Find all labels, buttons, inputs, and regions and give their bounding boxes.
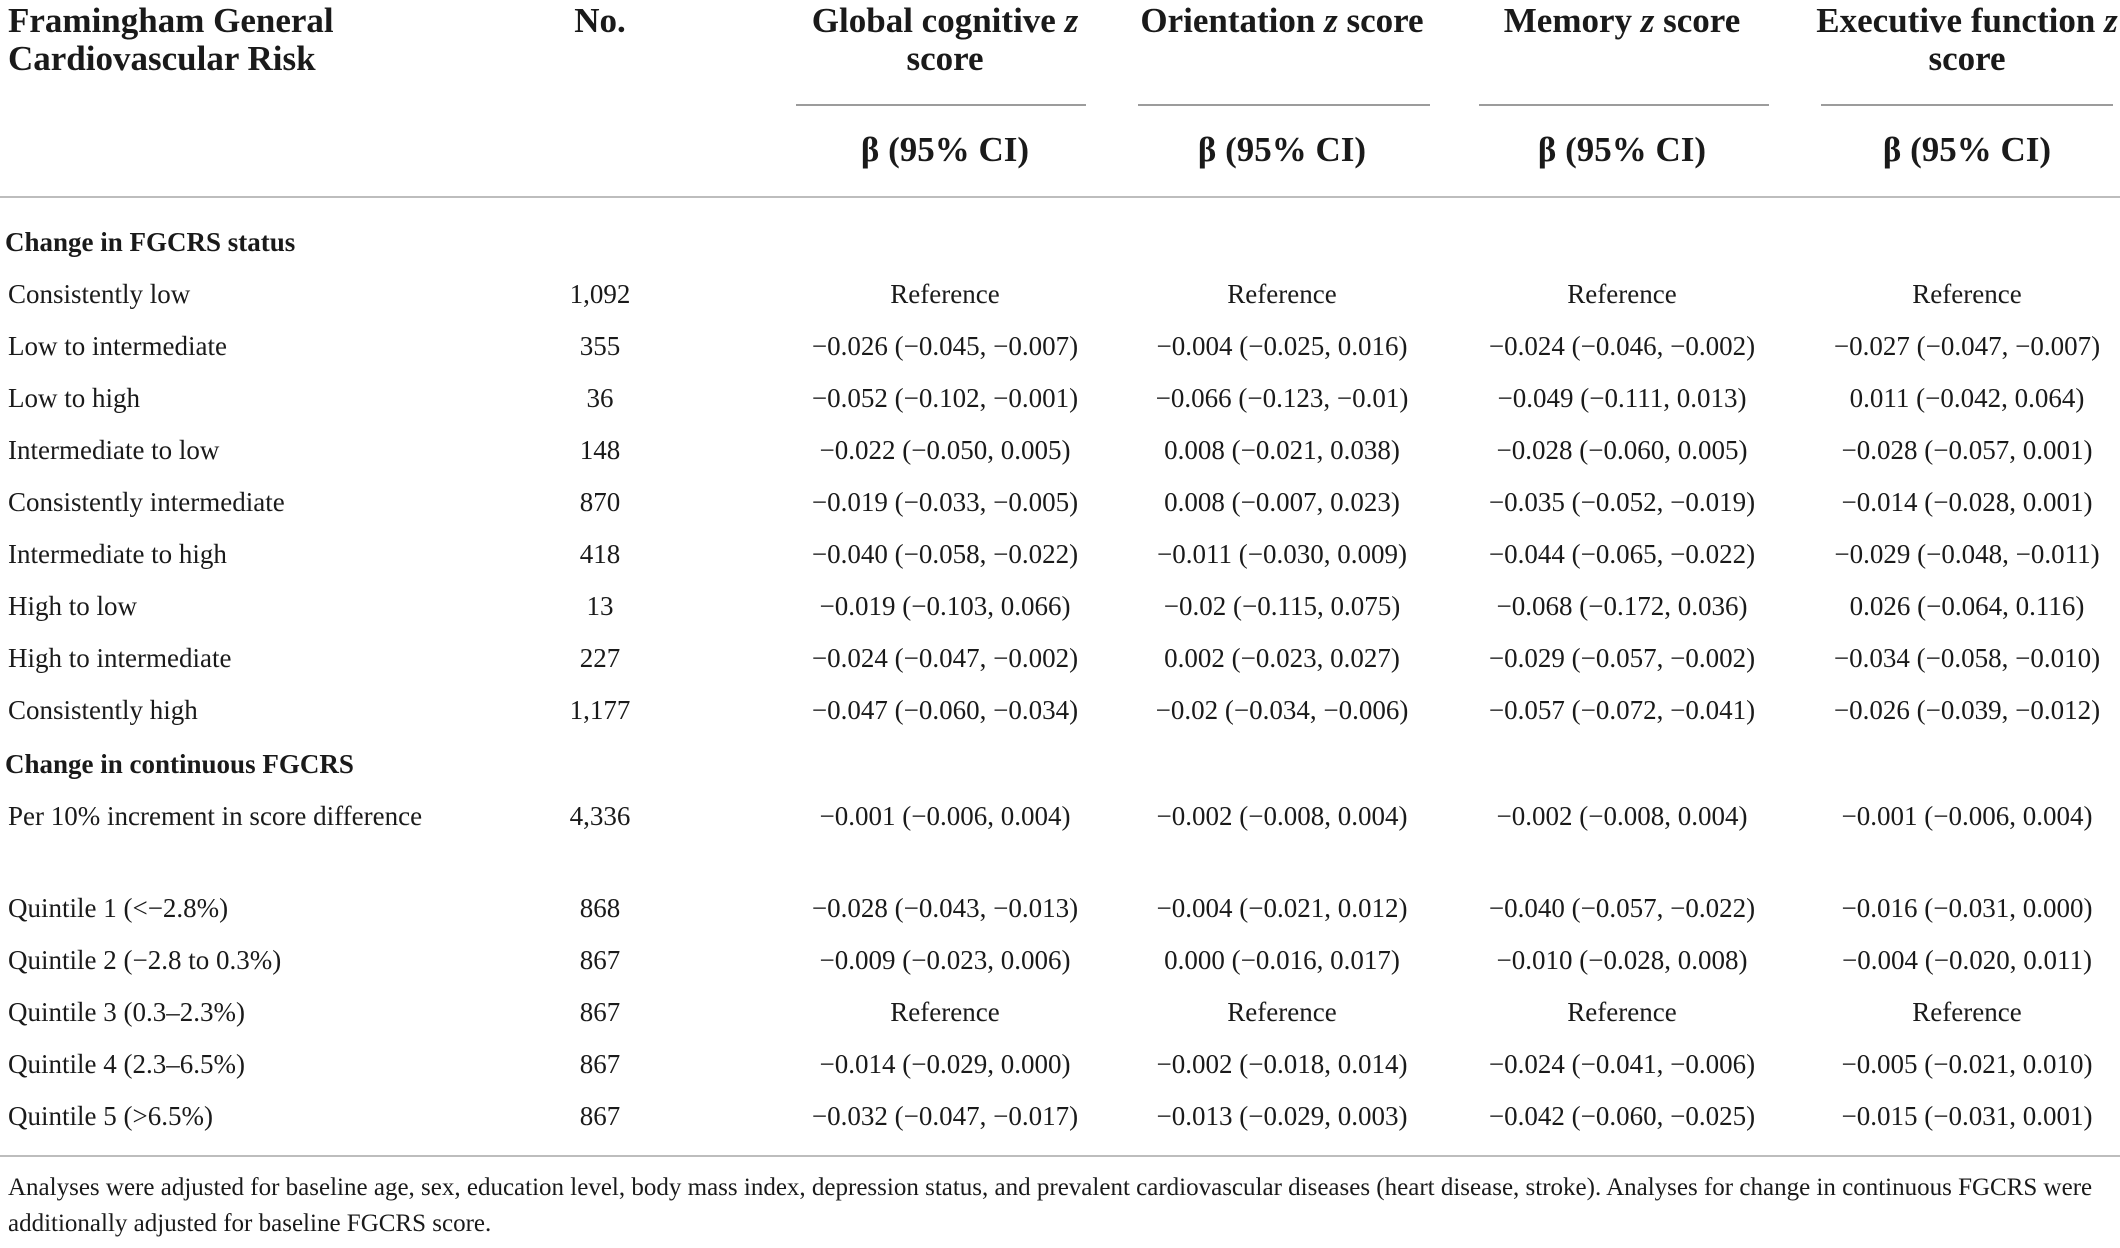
executive-cell: Reference — [1912, 279, 2022, 309]
executive-cell: −0.028 (−0.057, 0.001) — [1841, 435, 2093, 465]
table-row — [0, 528, 2120, 580]
row-count: 867 — [579, 997, 621, 1027]
memory-cell: −0.010 (−0.028, 0.008) — [1496, 945, 1748, 975]
row-count: 870 — [579, 487, 621, 517]
table-row — [0, 1090, 2120, 1142]
global-cell: −0.019 (−0.033, −0.005) — [811, 487, 1079, 517]
memory-header-suffix: score — [1654, 1, 1741, 40]
global-cell: Reference — [890, 279, 1000, 309]
global-cell: −0.014 (−0.029, 0.000) — [819, 1049, 1071, 1079]
memory-cell: −0.044 (−0.065, −0.022) — [1488, 539, 1756, 569]
orientation-cell: −0.011 (−0.030, 0.009) — [1157, 539, 1407, 569]
footer-rule — [0, 1155, 2120, 1157]
orientation-cell: 0.002 (−0.023, 0.027) — [1164, 643, 1400, 673]
spanner-rule-orientation — [1138, 104, 1430, 106]
memory-cell: Reference — [1567, 997, 1677, 1027]
orientation-header-suffix: score — [1337, 1, 1424, 40]
orientation-cell: −0.02 (−0.115, 0.075) — [1163, 591, 1401, 621]
subheader-memory: β (95% CI) — [1537, 130, 1707, 169]
executive-cell: −0.014 (−0.028, 0.001) — [1841, 487, 2093, 517]
memory-cell: −0.042 (−0.060, −0.025) — [1488, 1101, 1756, 1131]
row-count: 4,336 — [569, 801, 631, 831]
row-label: Quintile 2 (−2.8 to 0.3%) — [8, 945, 282, 975]
orientation-cell: −0.004 (−0.021, 0.012) — [1156, 893, 1408, 923]
global-cell: −0.022 (−0.050, 0.005) — [819, 435, 1071, 465]
row-label: Consistently high — [8, 695, 198, 725]
subheader-global: β (95% CI) — [860, 130, 1030, 169]
row-count: 867 — [579, 945, 621, 975]
table-row — [0, 790, 2120, 872]
memory-header-prefix: Memory — [1503, 1, 1641, 40]
executive-cell: −0.027 (−0.047, −0.007) — [1833, 331, 2101, 361]
executive-function-header-suffix: score — [1928, 39, 2006, 78]
row-count: 36 — [586, 383, 614, 413]
table-footnote: Analyses were adjusted for baseline age, sex, education level, body mass index, depression status, and prevalent cardiovascular diseases (heart disease, stroke). Analyses for change in continuous FGCRS were additionally adjusted for baseline FGCRS score. — [8, 1174, 2093, 1237]
global-cell: −0.026 (−0.045, −0.007) — [811, 331, 1079, 361]
table-row — [0, 372, 2120, 424]
memory-cell: Reference — [1567, 279, 1677, 309]
orientation-cell: −0.002 (−0.018, 0.014) — [1156, 1049, 1408, 1079]
memory-cell: −0.024 (−0.046, −0.002) — [1488, 331, 1756, 361]
global-cognitive-header-prefix: Global cognitive — [811, 1, 1065, 40]
row-count: 148 — [579, 435, 621, 465]
orientation-cell: 0.008 (−0.021, 0.038) — [1164, 435, 1400, 465]
row-count: 418 — [579, 539, 621, 569]
row-label: Per 10% increment in score difference — [8, 801, 423, 831]
orientation-cell: −0.066 (−0.123, −0.01) — [1155, 383, 1409, 413]
orientation-cell: Reference — [1227, 997, 1337, 1027]
orientation-cell: 0.000 (−0.016, 0.017) — [1164, 945, 1400, 975]
subheader-orientation: β (95% CI) — [1197, 130, 1367, 169]
executive-cell: −0.005 (−0.021, 0.010) — [1841, 1049, 2093, 1079]
global-cell: Reference — [890, 997, 1000, 1027]
memory-cell: −0.002 (−0.008, 0.004) — [1496, 801, 1748, 831]
executive-cell: 0.026 (−0.064, 0.116) — [1849, 591, 2085, 621]
memory-cell: −0.040 (−0.057, −0.022) — [1488, 893, 1756, 923]
orientation-cell: −0.02 (−0.034, −0.006) — [1155, 695, 1409, 725]
table-row — [0, 986, 2120, 1038]
executive-cell: −0.026 (−0.039, −0.012) — [1833, 695, 2101, 725]
global-cell: −0.019 (−0.103, 0.066) — [819, 591, 1071, 621]
subheader-executive: β (95% CI) — [1882, 130, 2052, 169]
table-row — [0, 684, 2120, 736]
orientation-cell: −0.002 (−0.008, 0.004) — [1156, 801, 1408, 831]
table-row — [0, 934, 2120, 986]
table-row — [0, 320, 2120, 372]
executive-cell: −0.029 (−0.048, −0.011) — [1834, 539, 2100, 569]
stub-header: Framingham General Cardiovascular Risk — [8, 1, 334, 78]
executive-cell: −0.034 (−0.058, −0.010) — [1833, 643, 2101, 673]
row-label: High to low — [8, 591, 138, 621]
count-header: No. — [574, 1, 626, 40]
row-count: 355 — [579, 331, 621, 361]
global-cognitive-header — [790, 2, 1100, 78]
row-label: High to intermediate — [8, 643, 232, 673]
row-count: 867 — [579, 1049, 621, 1079]
orientation-cell: Reference — [1227, 279, 1337, 309]
row-count: 227 — [579, 643, 621, 673]
table-row — [0, 882, 2120, 934]
table-row — [0, 580, 2120, 632]
row-label: Quintile 4 (2.3–6.5%) — [8, 1049, 245, 1079]
executive-function-header — [1812, 2, 2120, 78]
spanner-rule-executive — [1821, 104, 2113, 106]
row-label: Quintile 5 (>6.5%) — [8, 1101, 213, 1131]
section-title-fgcrs-status: Change in FGCRS status — [5, 227, 296, 257]
executive-cell: −0.001 (−0.006, 0.004) — [1841, 801, 2093, 831]
executive-function-header-z: z — [2104, 1, 2118, 40]
spanner-rule-memory — [1479, 104, 1769, 106]
table-row — [0, 424, 2120, 476]
memory-cell: −0.029 (−0.057, −0.002) — [1488, 643, 1756, 673]
global-cognitive-header-suffix: score — [906, 39, 984, 78]
global-cell: −0.028 (−0.043, −0.013) — [811, 893, 1079, 923]
row-label: Intermediate to high — [8, 539, 227, 569]
global-cell: −0.040 (−0.058, −0.022) — [811, 539, 1079, 569]
orientation-cell: −0.013 (−0.029, 0.003) — [1156, 1101, 1408, 1131]
row-count: 1,092 — [569, 279, 631, 309]
section-title-continuous-fgcrs: Change in continuous FGCRS — [5, 749, 354, 779]
row-count: 867 — [579, 1101, 621, 1131]
global-cell: −0.032 (−0.047, −0.017) — [811, 1101, 1079, 1131]
executive-cell: Reference — [1912, 997, 2022, 1027]
executive-cell: 0.011 (−0.042, 0.064) — [1849, 383, 2085, 413]
row-label: Quintile 3 (0.3–2.3%) — [8, 997, 245, 1027]
orientation-cell: −0.004 (−0.025, 0.016) — [1156, 331, 1408, 361]
memory-header-z: z — [1640, 1, 1655, 40]
global-cell: −0.009 (−0.023, 0.006) — [819, 945, 1071, 975]
global-cell: −0.024 (−0.047, −0.002) — [811, 643, 1079, 673]
executive-function-header-prefix: Executive function — [1816, 1, 2105, 40]
row-count: 1,177 — [569, 695, 631, 725]
global-cell: −0.047 (−0.060, −0.034) — [811, 695, 1079, 725]
row-label: Consistently intermediate — [8, 487, 285, 517]
table-row — [0, 476, 2120, 528]
global-cell: −0.001 (−0.006, 0.004) — [819, 801, 1071, 831]
memory-cell: −0.057 (−0.072, −0.041) — [1488, 695, 1756, 725]
orientation-header-prefix: Orientation — [1140, 1, 1325, 40]
header-rule — [0, 196, 2120, 198]
orientation-cell: 0.008 (−0.007, 0.023) — [1164, 487, 1400, 517]
table-row — [0, 632, 2120, 684]
spanner-rule-global — [796, 104, 1086, 106]
row-label: Intermediate to low — [8, 435, 220, 465]
executive-cell: −0.004 (−0.020, 0.011) — [1842, 945, 2092, 975]
global-cell: −0.052 (−0.102, −0.001) — [811, 383, 1079, 413]
memory-header — [1472, 2, 1772, 40]
global-cognitive-header-z: z — [1064, 1, 1079, 40]
row-label: Low to intermediate — [8, 331, 227, 361]
row-label: Quintile 1 (<−2.8%) — [8, 893, 229, 923]
row-label: Consistently low — [8, 279, 191, 309]
table-row — [0, 268, 2120, 320]
row-count: 868 — [579, 893, 621, 923]
orientation-header — [1132, 2, 1432, 40]
memory-cell: −0.049 (−0.111, 0.013) — [1497, 383, 1747, 413]
table-row — [0, 1038, 2120, 1090]
row-count: 13 — [586, 591, 614, 621]
orientation-header-z: z — [1324, 1, 1338, 40]
memory-cell: −0.024 (−0.041, −0.006) — [1488, 1049, 1756, 1079]
memory-cell: −0.028 (−0.060, 0.005) — [1496, 435, 1748, 465]
memory-cell: −0.035 (−0.052, −0.019) — [1488, 487, 1756, 517]
executive-cell: −0.016 (−0.031, 0.000) — [1841, 893, 2093, 923]
executive-cell: −0.015 (−0.031, 0.001) — [1841, 1101, 2093, 1131]
memory-cell: −0.068 (−0.172, 0.036) — [1496, 591, 1748, 621]
row-label: Low to high — [8, 383, 140, 413]
